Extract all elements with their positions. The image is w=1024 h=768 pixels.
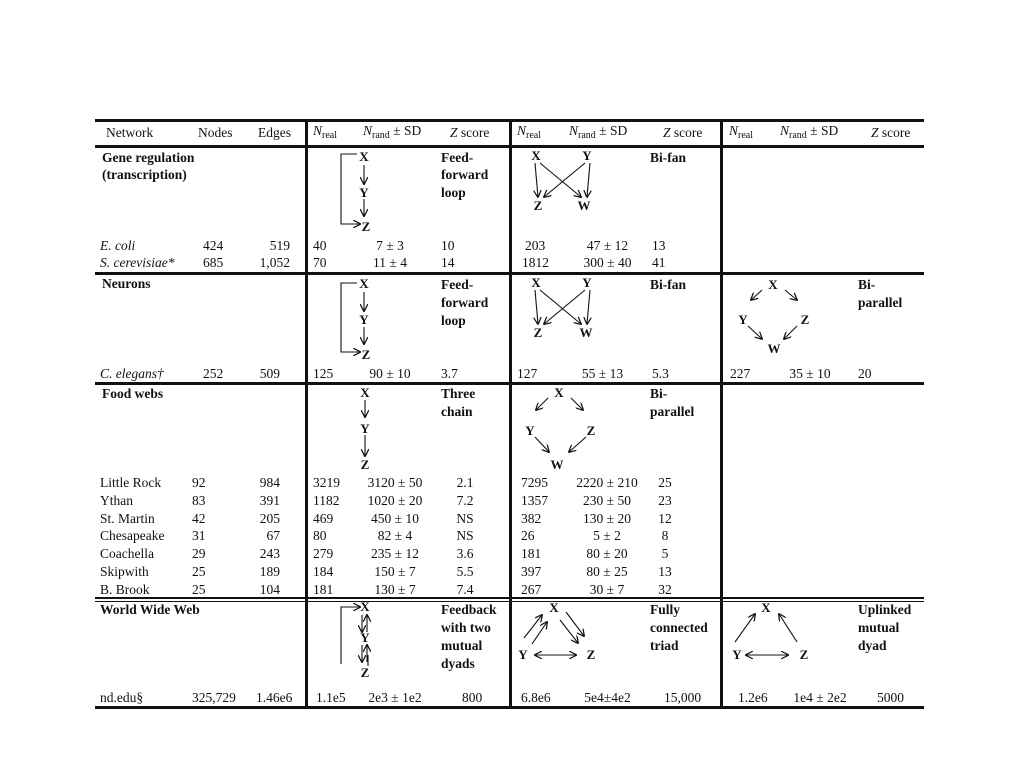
food-row-z1: NS (456, 528, 474, 544)
gene-row-z1: 14 (441, 255, 455, 270)
neurons-row-rand1: 90 ± 10 (369, 366, 411, 381)
motif-node-label-w: W (579, 325, 593, 340)
gene-row-nodes: 424 (203, 238, 224, 253)
motif-node-label-y: Y (359, 185, 369, 200)
food-row-r1: 279 (313, 546, 334, 562)
motif-node-label-x: X (531, 275, 541, 290)
motif-node-label-x: X (360, 599, 370, 614)
header-n-rand-3: $N_{rand}$ ± SD (780, 123, 839, 141)
section-title-gene-line1: Gene regulation (102, 150, 195, 165)
motif-name-www-3-line1: Uplinked (858, 602, 912, 617)
gene-row-rand2: 300 ± 40 (583, 255, 632, 270)
food-row-z1: 7.4 (456, 581, 474, 597)
motif-node-label-w: W (577, 198, 591, 213)
gene-row-r1: 40 (313, 238, 327, 253)
food-row-r1: 181 (313, 581, 334, 597)
motif-name-neurons-3-line1: Bi- (858, 277, 876, 292)
food-row-rand1: 82 ± 4 (377, 528, 413, 544)
food-row-nodes: 83 (192, 492, 206, 508)
motif-node-label-y: Y (360, 630, 370, 645)
food-row-r2: 26 (521, 528, 535, 544)
motif-node-label-z: Z (586, 423, 596, 438)
motif-node-label-z: Z (533, 198, 543, 213)
food-row-rand2: 130 ± 20 (583, 510, 631, 526)
motif-name-www-1-line3: mutual (441, 638, 483, 653)
food-row-rand2: 5 ± 2 (593, 528, 621, 544)
food-row-r1: 3219 (313, 475, 340, 490)
food-row-rand2: 30 ± 7 (589, 581, 625, 597)
food-row-edges: 391 (259, 492, 280, 508)
header-network: Network (106, 125, 154, 140)
motif-name-neurons-1-line1: Feed- (441, 277, 474, 292)
motif-name-www-2-line2: connected (650, 620, 708, 635)
motif-name-gene-1-line3: loop (441, 185, 466, 200)
food-row-r2: 382 (521, 510, 542, 526)
food-row-network: B. Brook (100, 581, 150, 597)
food-row-z1: 2.1 (456, 475, 474, 490)
header-n-real-2: $N_{real}$ (517, 123, 542, 141)
food-row-r1: 469 (313, 510, 334, 526)
neurons-row-rand2: 55 ± 13 (581, 366, 624, 381)
motif-name-neurons-2: Bi-fan (650, 277, 687, 292)
food-row-z2: 23 (658, 492, 672, 508)
section-title-gene-line2: (transcription) (102, 167, 187, 182)
www-row-rand1: 2e3 ± 1e2 (368, 690, 422, 705)
food-row-z2: 13 (658, 564, 672, 579)
gene-row-edges: 1,052 (259, 255, 290, 270)
food-row-rand2: 230 ± 50 (583, 492, 631, 508)
food-row-r1: 80 (313, 528, 327, 544)
motif-node-label-z: Z (800, 312, 810, 327)
www-row-r2: 6.8e6 (521, 690, 551, 705)
www-row-r1: 1.1e5 (316, 690, 346, 705)
food-row-rand1: 450 ± 10 (371, 510, 419, 526)
motif-name-www-2-line1: Fully (650, 602, 681, 617)
motif-node-label-z: Z (586, 647, 596, 662)
motif-name-gene-1-line2: forward (441, 167, 489, 182)
food-row-network: Little Rock (100, 475, 162, 490)
neurons-row-nodes: 252 (203, 366, 224, 381)
www-row-rand3: 1e4 ± 2e2 (793, 690, 847, 705)
header-z-score-1: Z score (450, 125, 490, 140)
gene-row-network: S. cerevisiae* (100, 255, 175, 270)
gene-row-z2: 13 (652, 238, 666, 253)
motif-node-label-w: W (767, 341, 781, 356)
food-row-z1: 5.5 (456, 564, 474, 579)
food-row-nodes: 25 (192, 581, 206, 597)
food-row-rand2: 80 ± 25 (586, 564, 628, 579)
food-row-rand1: 1020 ± 20 (367, 492, 423, 508)
www-row-z2: 15,000 (664, 690, 702, 705)
header-edges: Edges (258, 125, 291, 140)
header-n-rand-2: $N_{rand}$ ± SD (569, 123, 628, 141)
motif-name-food-2-line1: Bi- (650, 386, 668, 401)
food-row-r2: 267 (521, 581, 542, 597)
food-row-rand1: 130 ± 7 (374, 581, 416, 597)
neurons-row-r3: 227 (730, 366, 751, 381)
gene-row-network: E. coli (100, 238, 136, 253)
motif-node-label-y: Y (582, 275, 592, 290)
header-n-real-3: $N_{real}$ (729, 123, 754, 141)
motif-node-label-y: Y (738, 312, 748, 327)
food-row-rand2: 80 ± 20 (586, 546, 628, 562)
motif-node-label-z: Z (799, 647, 809, 662)
motif-node-label-z: Z (361, 347, 371, 362)
motif-name-gene-2: Bi-fan (650, 150, 687, 165)
food-row-nodes: 25 (192, 564, 206, 579)
food-row-nodes: 29 (192, 546, 206, 562)
motif-node-label-x: X (761, 600, 771, 615)
motif-node-label-y: Y (582, 148, 592, 163)
header-n-rand-1: $N_{rand}$ ± SD (363, 123, 422, 141)
neurons-row-z1: 3.7 (441, 366, 458, 381)
www-row-nodes: 325,729 (192, 690, 236, 705)
neurons-row-edges: 509 (259, 366, 280, 381)
gene-row-z1: 10 (441, 238, 455, 253)
motif-node-label-z: Z (360, 457, 370, 472)
food-row-rand1: 150 ± 7 (374, 564, 416, 579)
food-row-rand1: 3120 ± 50 (367, 475, 423, 490)
motif-node-label-y: Y (359, 312, 369, 327)
food-row-z1: 7.2 (456, 492, 474, 508)
motif-name-www-1-line4: dyads (441, 656, 475, 671)
gene-row-rand2: 47 ± 12 (586, 238, 629, 253)
uplinked-mutual-dyad-icon (735, 614, 797, 655)
www-row-r3: 1.2e6 (738, 690, 768, 705)
food-row-z2: 12 (658, 510, 672, 526)
motif-node-label-x: X (549, 600, 559, 615)
section-title-food: Food webs (102, 386, 164, 401)
food-row-r2: 1357 (521, 492, 548, 508)
neurons-row-network: C. elegans† (100, 366, 164, 381)
motif-name-www-3-line2: mutual (858, 620, 900, 635)
motif-name-www-1-line1: Feedback (441, 602, 497, 617)
www-row-z1: 800 (462, 690, 483, 705)
motif-node-label-y: Y (732, 647, 742, 662)
food-row-edges: 67 (266, 528, 280, 544)
food-row-r2: 181 (521, 546, 542, 562)
motif-name-neurons-1-line2: forward (441, 295, 489, 310)
bi-fan-icon (535, 290, 590, 324)
neurons-row-z3: 20 (858, 366, 872, 381)
section-title-www: World Wide Web (100, 602, 200, 617)
food-row-edges: 104 (259, 581, 280, 597)
motif-node-label-x: X (359, 276, 369, 291)
motif-node-label-y: Y (525, 423, 535, 438)
food-row-z1: 3.6 (456, 546, 474, 562)
food-row-r2: 397 (521, 564, 542, 579)
motif-name-gene-1-line1: Feed- (441, 150, 474, 165)
header-nodes: Nodes (198, 125, 233, 140)
food-row-edges: 205 (259, 510, 280, 526)
motif-node-label-x: X (359, 149, 369, 164)
motif-name-neurons-3-line2: parallel (858, 295, 903, 310)
gene-row-r2: 203 (525, 238, 546, 253)
www-row-network: nd.edu§ (100, 690, 144, 705)
header-z-score-3: Z score (871, 125, 911, 140)
neurons-row-r2: 127 (517, 366, 538, 381)
motif-node-label-z: Z (533, 325, 543, 340)
food-row-network: Chesapeake (100, 528, 165, 544)
food-row-edges: 189 (259, 564, 280, 579)
motif-node-label-w: W (550, 457, 564, 472)
food-row-edges: 243 (259, 546, 280, 562)
gene-row-edges: 519 (269, 238, 290, 253)
food-row-network: Coachella (100, 546, 154, 562)
neurons-row-rand3: 35 ± 10 (789, 366, 831, 381)
gene-row-rand1: 11 ± 4 (373, 255, 407, 270)
gene-row-z2: 41 (652, 255, 666, 270)
food-row-z2: 25 (658, 475, 672, 490)
motif-node-label-y: Y (518, 647, 528, 662)
neurons-row-r1: 125 (313, 366, 334, 381)
motif-node-label-z: Z (360, 665, 370, 680)
motif-name-food-1-line1: Three (441, 386, 476, 401)
food-row-nodes: 42 (192, 510, 206, 526)
motif-name-www-3-line3: dyad (858, 638, 887, 653)
fully-connected-triad-icon (524, 612, 584, 655)
header-z-score-2: Z score (663, 125, 703, 140)
motif-name-food-1-line2: chain (441, 404, 473, 419)
motif-node-label-x: X (554, 385, 564, 400)
motif-node-label-x: X (768, 277, 778, 292)
food-row-nodes: 92 (192, 475, 206, 490)
food-row-z1: NS (456, 510, 474, 526)
motif-node-labels (359, 148, 809, 680)
motif-node-label-x: X (360, 385, 370, 400)
food-row-edges: 984 (259, 475, 280, 490)
neurons-row-z2: 5.3 (652, 366, 669, 381)
www-row-rand2: 5e4±4e2 (584, 690, 631, 705)
food-row-z2: 32 (658, 581, 672, 597)
header-n-real-1: $N_{real}$ (313, 123, 338, 141)
motif-name-www-1-line2: with two (441, 620, 491, 635)
food-row-rand1: 235 ± 12 (371, 546, 419, 562)
food-row-r1: 1182 (313, 492, 340, 508)
motif-name-neurons-1-line3: loop (441, 313, 466, 328)
food-row-network: Ythan (100, 492, 133, 508)
gene-row-r1: 70 (313, 255, 327, 270)
food-row-rand2: 2220 ± 210 (576, 475, 638, 490)
bi-parallel-icon (748, 290, 797, 339)
motif-node-label-y: Y (360, 421, 370, 436)
food-row-z2: 5 (661, 546, 669, 562)
motif-name-food-2-line2: parallel (650, 404, 695, 419)
food-row-network: St. Martin (100, 510, 155, 526)
motif-name-www-2-line3: triad (650, 638, 679, 653)
motif-node-label-z: Z (361, 219, 371, 234)
gene-row-nodes: 685 (203, 255, 224, 270)
food-row-nodes: 31 (192, 528, 206, 544)
gene-row-r2: 1812 (522, 255, 549, 270)
www-row-edges: 1.46e6 (256, 690, 293, 705)
food-row-r1: 184 (313, 564, 334, 579)
food-row-r2: 7295 (521, 475, 548, 490)
food-row-network: Skipwith (100, 564, 149, 579)
gene-row-rand1: 7 ± 3 (376, 238, 404, 253)
www-row-z3: 5000 (877, 690, 904, 705)
bi-parallel-icon (535, 398, 586, 452)
food-row-z2: 8 (661, 528, 669, 544)
bi-fan-icon (535, 163, 590, 197)
section-title-neurons: Neurons (102, 276, 151, 291)
motif-node-label-x: X (531, 148, 541, 163)
